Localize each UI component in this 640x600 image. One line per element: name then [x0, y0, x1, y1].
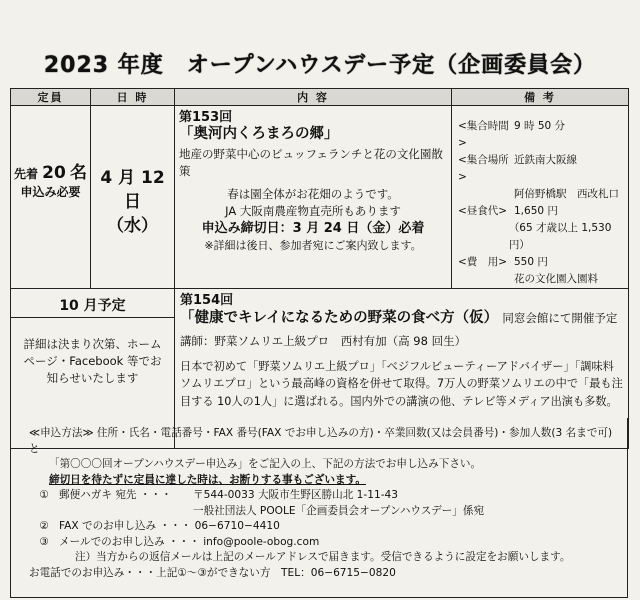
capacity-number: 20 [42, 163, 66, 183]
event2-title: 「健康でキレイになるための野菜の食べ方（仮） [180, 309, 491, 326]
event1-line2: 春は園全体がお花畑のようです。 [227, 187, 399, 201]
application-method [10, 418, 628, 598]
remark-key: <集合時間> [458, 120, 509, 149]
method-postcard [29, 488, 621, 504]
footer-note: 注）当方からの返信メールは上記のメールアドレスで届きます。受信できるように設定をお願いします。 [75, 551, 571, 563]
event1-deadline: 申込み締切日：3 月 24 日（金）必着 [201, 221, 425, 236]
remark-value: 花の文化園入園料 [514, 273, 598, 285]
footer-phone: お電話でのお申込み・・・上記①〜③ができない方 TEL：06−6715−0820 [29, 566, 396, 579]
event2-description: 日本で初めて「野菜ソムリエ上級プロ」「ベジフルビューティーアドバイザー」「調味料ソムリエプロ」という最高峰の資格を併せて取得。7万人の野菜ソムリエの中で「最も注目する 10人の1人」に選ばれる。国内外での講演の他、テレビ等メディア出演も多数。 [180, 359, 623, 408]
event1-date-cell [91, 106, 175, 289]
event1-weekday: （水） [107, 216, 158, 236]
footer-deadline-note: 締切日を待たずに定員に達した時は、お断りする事もございます。 [49, 473, 366, 486]
method-number: ② [39, 520, 49, 532]
event2-venue: 同窓会館にて開催予定 [502, 310, 618, 325]
postcard-org: 一般社団法人 POOLE「企画委員会オープンハウスデー」係宛 [193, 504, 485, 517]
event1-remarks-cell [452, 106, 629, 289]
remark-value: 550 円 [514, 256, 548, 268]
capacity-note: 申込み必要 [20, 185, 81, 199]
remark-key: <昼食代> [458, 205, 508, 217]
capacity-prefix: 先着 [13, 167, 38, 181]
remark-key: <集合場所> [458, 154, 509, 183]
method-email [29, 535, 621, 551]
capacity-suffix: 名 [70, 163, 88, 183]
event1-line1: 地産の野菜中心のビュッフェランチと花の文化園散策 [179, 147, 443, 178]
event1-title: 「奥河内くろまろの郷」 [179, 126, 339, 142]
remark-value: 9 時 50 分 [514, 120, 566, 132]
event2-number: 第154回 [180, 293, 234, 308]
page-title: 2023 年度 オープンハウスデー予定（企画委員会） [43, 53, 597, 78]
header-remarks: 備 考 [452, 89, 629, 106]
event2-date-label: 10 月予定 [11, 289, 174, 318]
event1-number: 第153回 [179, 110, 233, 125]
postcard-address: 〒544-0033 大阪市生野区勝山北 1-11-43 [193, 489, 399, 501]
remark-key [458, 271, 514, 288]
remark-value: 阿倍野橋駅 西改札口 [514, 188, 619, 200]
header-content: 内 容 [175, 89, 452, 106]
event2-desc: 詳細は決まり次第、ホームページ・Facebook 等でお知らせいたします [23, 337, 162, 385]
remarks-list [452, 106, 628, 288]
header-capacity: 定員 [11, 89, 91, 106]
method-number: ③ [39, 535, 49, 548]
event1-content-cell [175, 106, 452, 289]
remark-key [458, 220, 509, 254]
remark-value: （65 才歳以上 1,530 円） [508, 222, 612, 251]
event1-note: ※詳細は後日、参加者宛にご案内致します。 [204, 239, 422, 252]
method-number: ① [39, 489, 49, 501]
postcard-label: 郵便ハガキ 宛先 ・・・ [59, 489, 172, 501]
remark-key: <費 用> [458, 256, 508, 268]
footer-line1: ≪申込方法≫ 住所・氏名・電話番号・FAX 番号(FAX でお申し込みの方)・卒業回数(又は会員番号)・参加人数(3 名まで可)と [29, 427, 613, 455]
method-fax [29, 519, 621, 535]
remark-value: 近鉄南大阪線 [514, 154, 577, 166]
event1-line3: JA 大阪南農産物直売所もあります [225, 204, 401, 218]
header-row [11, 89, 629, 106]
email-info: メールでのお申し込み ・・・ info@poole-obog.com [59, 535, 320, 548]
event2-speaker: 講師：野菜ソムリエ上級プロ 西村有加（高 98 回生） [180, 334, 467, 348]
event1-capacity-cell [11, 106, 91, 289]
remark-value: 1,650 円 [514, 205, 558, 217]
header-datetime: 日 時 [91, 89, 175, 106]
event1-date: 4 月 12 日 [100, 168, 165, 212]
event1-row [11, 106, 629, 289]
fax-info: FAX でのお申し込み ・・・ 06−6710−4410 [59, 520, 280, 532]
remark-key [458, 186, 514, 203]
footer-line2: 「第〇〇〇回オープンハウスデー申込み」をご記入の上、下記の方法でお申し込み下さい。 [49, 458, 482, 470]
schedule-table [10, 88, 629, 449]
